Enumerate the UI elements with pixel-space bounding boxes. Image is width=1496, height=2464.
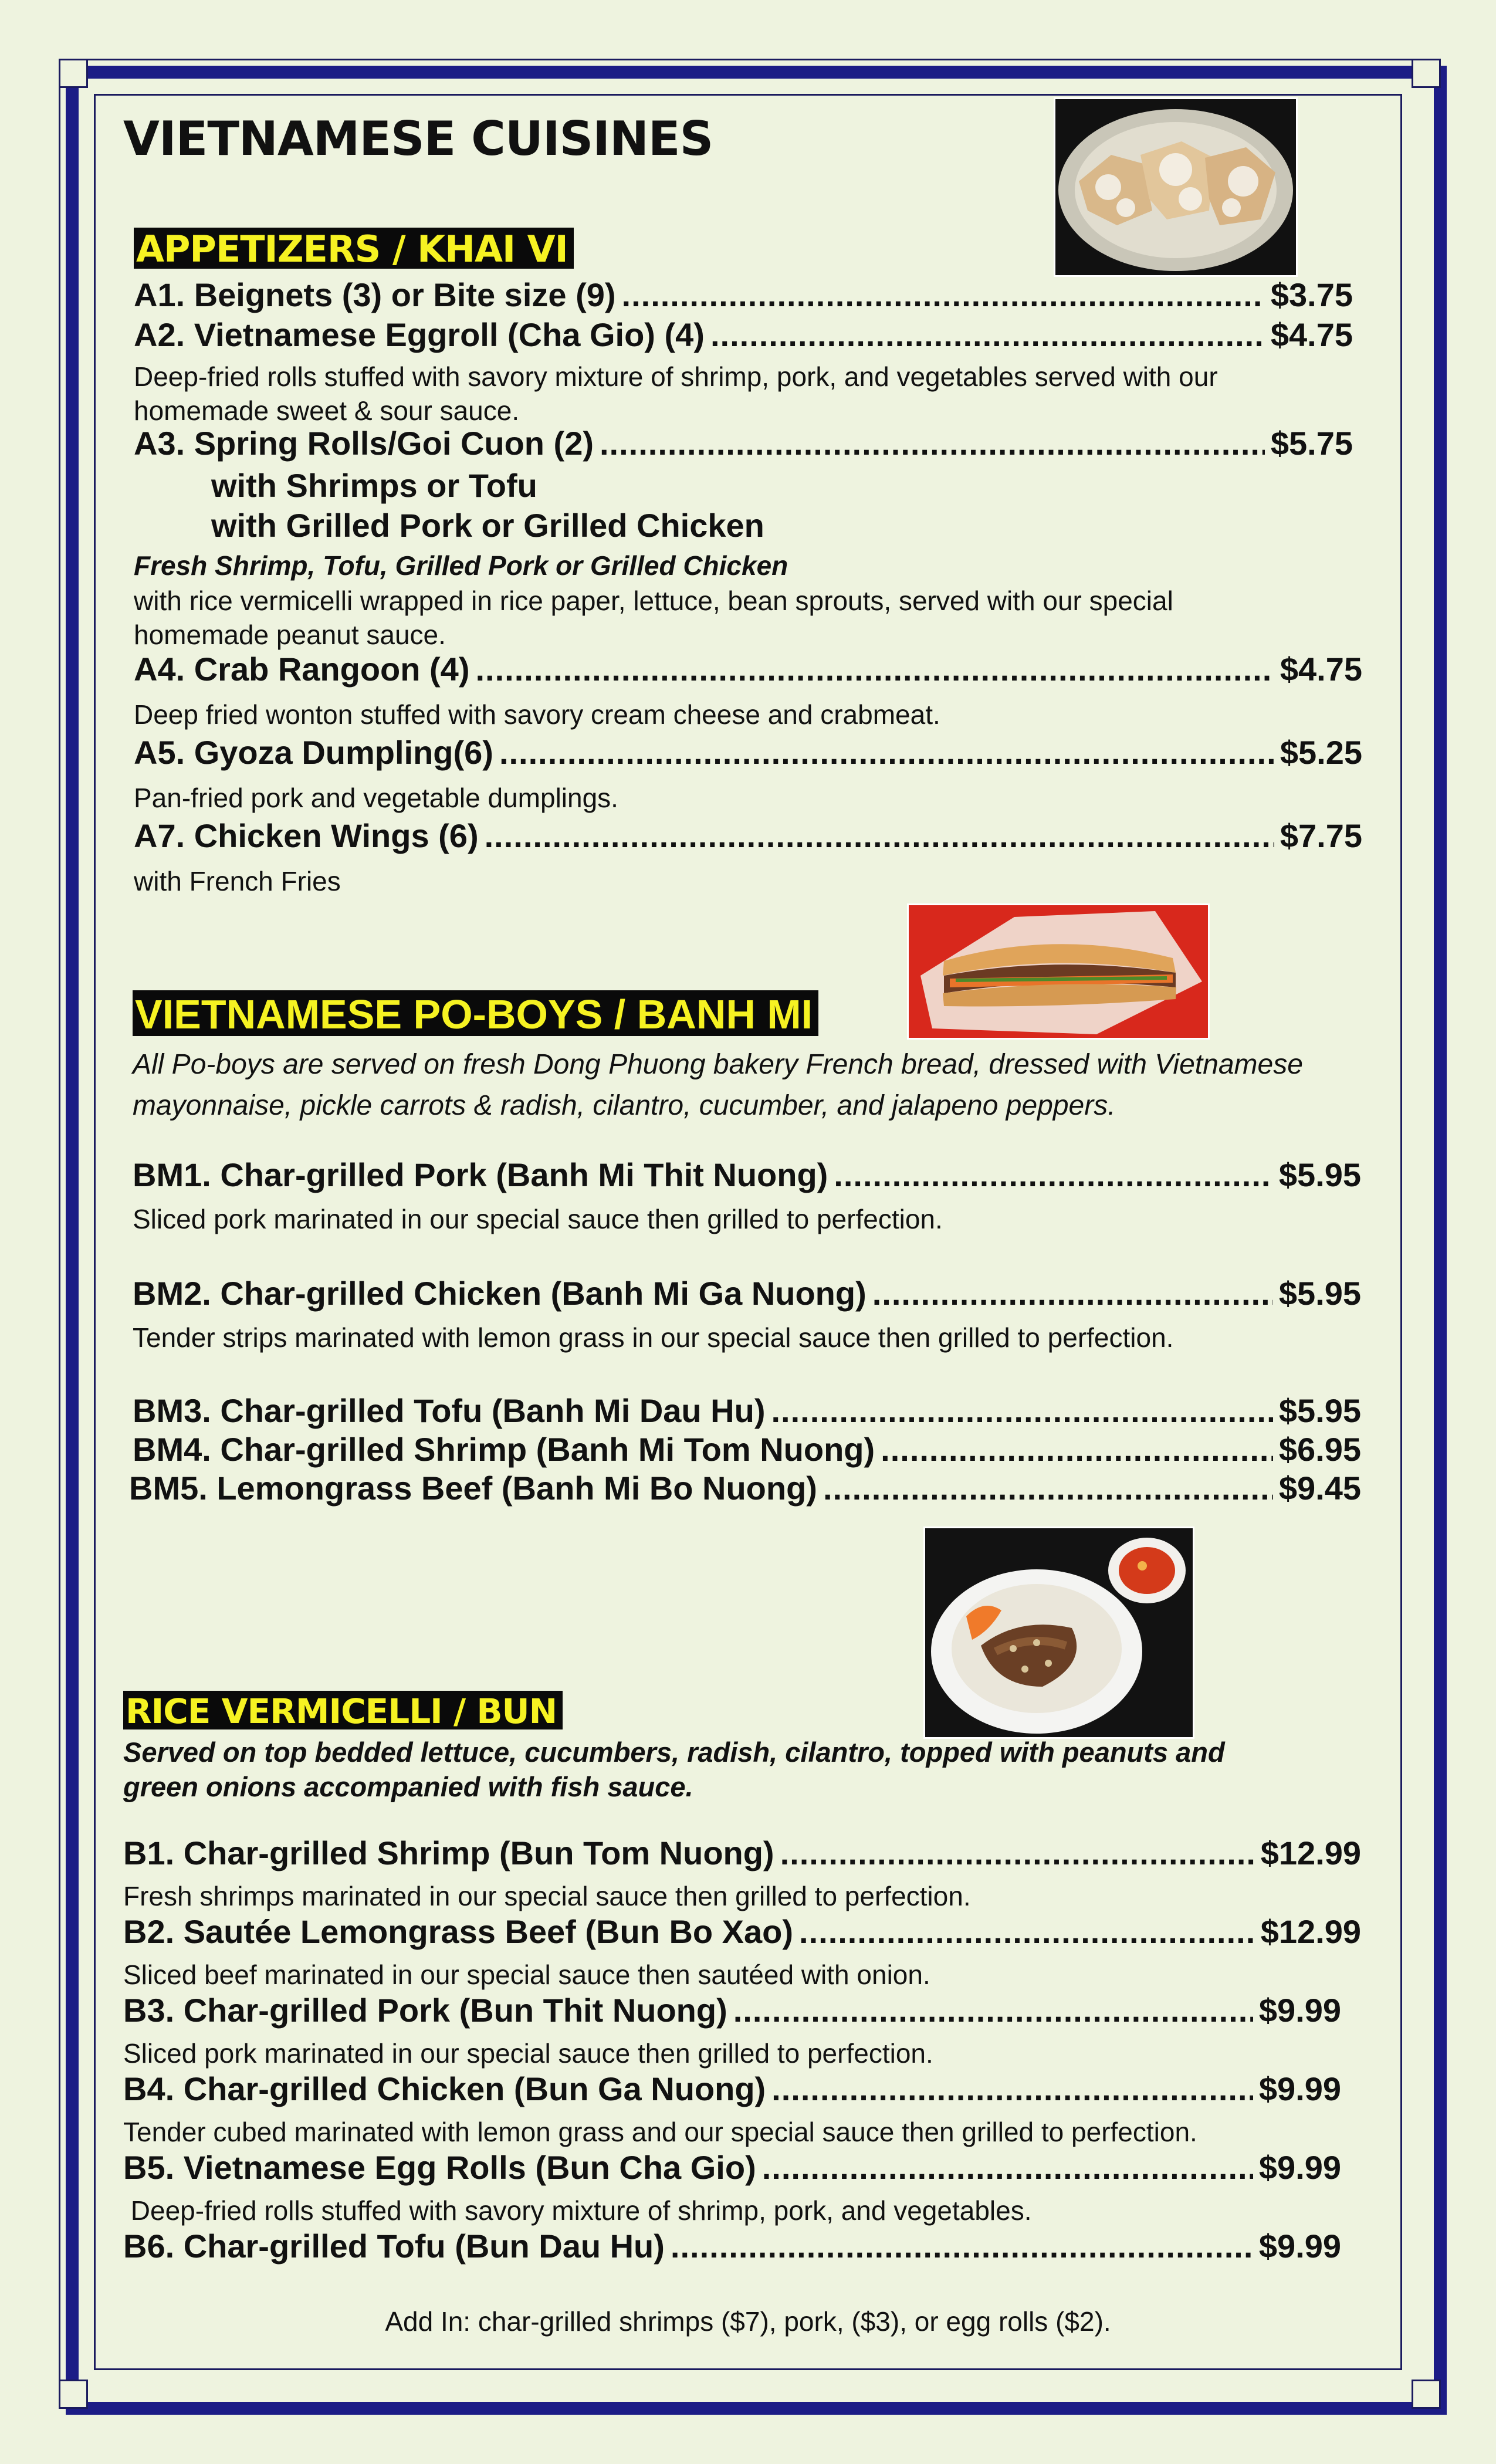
item-description: Deep-fried rolls stuffed with savory mixture of shrimp, pork, and vegetables served with our bbox=[134, 361, 1218, 392]
item-name: B5. Vietnamese Egg Rolls (Bun Cha Gio) bbox=[123, 2149, 756, 2186]
dot-leader bbox=[671, 2228, 1253, 2265]
item-description: homemade peanut sauce. bbox=[134, 620, 446, 650]
item-description: Pan-fried pork and vegetable dumplings. bbox=[134, 783, 618, 813]
item-description: with French Fries bbox=[134, 866, 341, 896]
item-name: BM3. Char-grilled Tofu (Banh Mi Dau Hu) bbox=[133, 1392, 766, 1429]
menu-item bbox=[134, 818, 1362, 854]
item-price: $9.99 bbox=[1258, 2228, 1341, 2265]
menu-item bbox=[133, 1393, 1361, 1429]
item-name: A2. Vietnamese Eggroll (Cha Gio) (4) bbox=[134, 316, 705, 353]
intro-line: Served on top bedded lettuce, cucumbers, radish, cilantro, topped with peanuts and bbox=[123, 1737, 1225, 1768]
item-description: homemade sweet & sour sauce. bbox=[134, 395, 520, 426]
item-price: $5.95 bbox=[1278, 1275, 1361, 1312]
dot-leader bbox=[710, 317, 1265, 353]
item-price: $12.99 bbox=[1260, 1835, 1361, 1871]
menu-item bbox=[134, 317, 1353, 353]
beignets-image bbox=[1055, 99, 1296, 275]
add-in-note: Add In: char-grilled shrimps ($7), pork, ($3), or egg rolls ($2). bbox=[385, 2306, 1111, 2337]
item-price: $5.95 bbox=[1278, 1156, 1361, 1193]
item-description: Sliced pork marinated in our special sauce then grilled to perfection. bbox=[133, 1204, 943, 1234]
section-intro bbox=[133, 1044, 1303, 1126]
dot-leader bbox=[771, 2071, 1253, 2107]
dot-leader bbox=[834, 1157, 1273, 1193]
menu-item bbox=[134, 735, 1362, 771]
item-name: A1. Beignets (3) or Bite size (9) bbox=[134, 276, 616, 313]
intro-line: mayonnaise, pickle carrots & radish, cilantro, cucumber, and jalapeno peppers. bbox=[133, 1089, 1116, 1121]
menu-item bbox=[123, 1992, 1341, 2029]
menu-item bbox=[134, 277, 1353, 313]
item-name: A3. Spring Rolls/Goi Cuon (2) bbox=[134, 425, 594, 462]
section-header-appetizers: APPETIZERS / KHAI VI bbox=[134, 228, 574, 269]
menu-item bbox=[134, 425, 1353, 462]
dot-leader bbox=[600, 425, 1265, 462]
item-price: $9.99 bbox=[1258, 2149, 1341, 2186]
item-name: B3. Char-grilled Pork (Bun Thit Nuong) bbox=[123, 1992, 727, 2029]
banh-mi-photo bbox=[907, 903, 1210, 1040]
item-name: A4. Crab Rangoon (4) bbox=[134, 651, 470, 688]
item-name: BM1. Char-grilled Pork (Banh Mi Thit Nuong) bbox=[133, 1156, 828, 1193]
dot-leader bbox=[881, 1431, 1273, 1468]
menu-item bbox=[134, 651, 1362, 688]
menu-item bbox=[133, 1157, 1361, 1193]
item-name: B4. Char-grilled Chicken (Bun Ga Nuong) bbox=[123, 2070, 766, 2107]
item-name: BM5. Lemongrass Beef (Banh Mi Bo Nuong) bbox=[129, 1470, 817, 1507]
item-price: $9.99 bbox=[1258, 2070, 1341, 2107]
beignets-photo bbox=[1054, 97, 1298, 277]
item-price: $12.99 bbox=[1260, 1913, 1361, 1950]
item-description: Tender strips marinated with lemon grass in our special sauce then grilled to perfection. bbox=[133, 1322, 1174, 1353]
item-name: B1. Char-grilled Shrimp (Bun Tom Nuong) bbox=[123, 1835, 774, 1871]
item-price: $4.75 bbox=[1270, 316, 1353, 353]
section-header-bun: RICE VERMICELLI / BUN bbox=[123, 1691, 563, 1729]
item-option: with Shrimps or Tofu bbox=[211, 467, 537, 504]
item-description: Fresh Shrimp, Tofu, Grilled Pork or Grilled Chicken bbox=[134, 550, 788, 581]
page-title: VIETNAMESE CUISINES bbox=[123, 111, 713, 166]
item-description: Deep-fried rolls stuffed with savory mixture of shrimp, pork, and vegetables. bbox=[123, 2195, 1032, 2226]
dot-leader bbox=[499, 735, 1274, 771]
item-price: $4.75 bbox=[1280, 651, 1362, 688]
dot-leader bbox=[485, 818, 1274, 854]
item-price: $9.45 bbox=[1278, 1470, 1361, 1507]
item-description: Tender cubed marinated with lemon grass and our special sauce then grilled to perfection. bbox=[123, 2117, 1197, 2147]
item-name: A7. Chicken Wings (6) bbox=[134, 817, 479, 854]
item-price: $6.95 bbox=[1278, 1431, 1361, 1468]
menu-item bbox=[129, 1470, 1361, 1507]
dot-leader bbox=[780, 1835, 1255, 1871]
item-name: BM4. Char-grilled Shrimp (Banh Mi Tom Nuong) bbox=[133, 1431, 875, 1468]
item-price: $9.99 bbox=[1258, 1992, 1341, 2029]
section-intro bbox=[123, 1735, 1225, 1805]
menu-item bbox=[123, 1835, 1361, 1871]
menu-item bbox=[133, 1431, 1361, 1468]
menu-item bbox=[123, 2150, 1341, 2186]
item-price: $5.95 bbox=[1278, 1392, 1361, 1429]
menu-item bbox=[123, 1914, 1361, 1950]
item-description: Deep fried wonton stuffed with savory cream cheese and crabmeat. bbox=[134, 699, 940, 730]
bun-image bbox=[925, 1528, 1193, 1737]
menu-item bbox=[123, 2228, 1341, 2265]
item-price: $5.75 bbox=[1270, 425, 1353, 462]
item-name: BM2. Char-grilled Chicken (Banh Mi Ga Nuong) bbox=[133, 1275, 867, 1312]
item-price: $5.25 bbox=[1280, 734, 1362, 771]
banh-mi-image bbox=[909, 905, 1208, 1038]
item-price: $7.75 bbox=[1280, 817, 1362, 854]
intro-line: green onions accompanied with fish sauce. bbox=[123, 1771, 693, 1802]
dot-leader bbox=[872, 1275, 1273, 1312]
item-name: A5. Gyoza Dumpling(6) bbox=[134, 734, 493, 771]
menu-item bbox=[133, 1275, 1361, 1312]
item-description: with rice vermicelli wrapped in rice paper, lettuce, bean sprouts, served with our special bbox=[134, 585, 1173, 616]
dot-leader bbox=[622, 277, 1265, 313]
dot-leader bbox=[771, 1393, 1272, 1429]
dot-leader bbox=[762, 2150, 1253, 2186]
intro-line: All Po-boys are served on fresh Dong Phuong bakery French bread, dressed with Vietnamese bbox=[133, 1049, 1303, 1080]
section-header-banh-mi: VIETNAMESE PO-BOYS / BANH MI bbox=[133, 990, 818, 1036]
item-option: with Grilled Pork or Grilled Chicken bbox=[211, 507, 764, 544]
item-description: Sliced pork marinated in our special sauce then grilled to perfection. bbox=[123, 2038, 933, 2069]
dot-leader bbox=[733, 1992, 1253, 2029]
menu-item bbox=[123, 2071, 1341, 2107]
dot-leader bbox=[823, 1470, 1273, 1507]
item-name: B2. Sautée Lemongrass Beef (Bun Bo Xao) bbox=[123, 1913, 794, 1950]
dot-leader bbox=[799, 1914, 1255, 1950]
dot-leader bbox=[475, 651, 1274, 688]
item-price: $3.75 bbox=[1270, 276, 1353, 313]
bun-photo bbox=[923, 1527, 1194, 1739]
item-name: B6. Char-grilled Tofu (Bun Dau Hu) bbox=[123, 2228, 665, 2265]
item-description: Sliced beef marinated in our special sauce then sautéed with onion. bbox=[123, 1959, 930, 1990]
item-description: Fresh shrimps marinated in our special sauce then grilled to perfection. bbox=[123, 1881, 971, 1911]
